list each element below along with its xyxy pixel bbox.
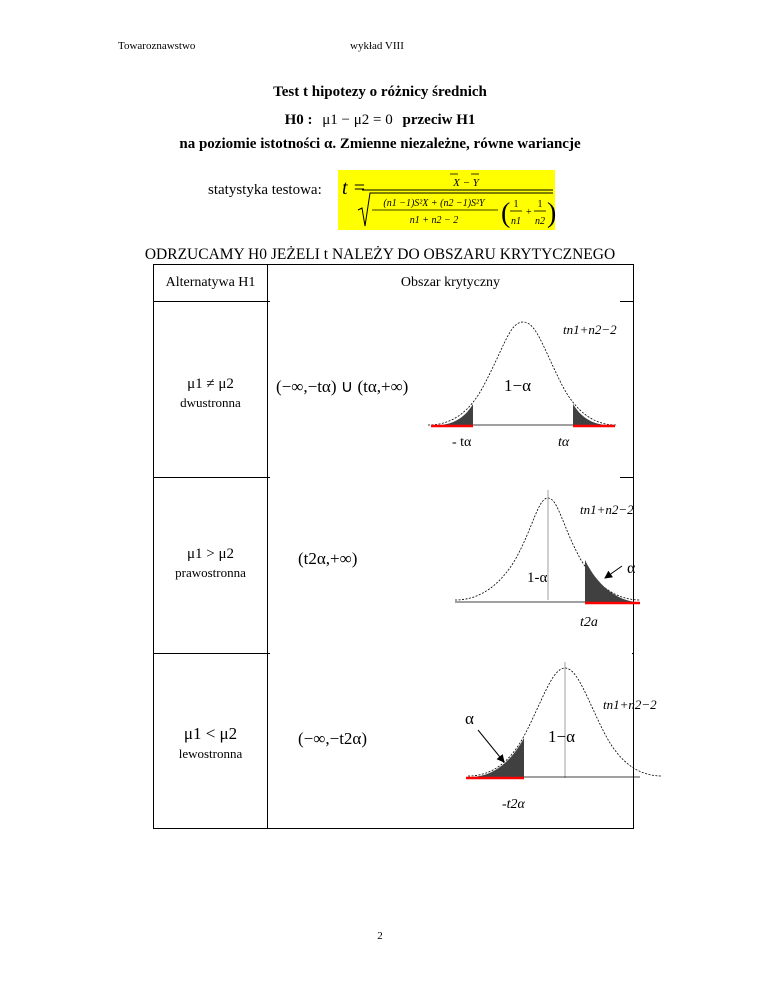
left-sided-alpha: α: [465, 709, 474, 728]
rejection-rule: ODRZUCAMY H0 JEŻELI t NALEŻY DO OBSZARU KRYTYCZNEGO: [144, 246, 616, 263]
alt-right-sided-type: prawostronna: [175, 565, 246, 580]
frac-b-bottom: n2: [535, 216, 545, 227]
paren-right: ): [547, 198, 557, 229]
paren-left: (: [501, 198, 511, 229]
formula-t: t =: [342, 177, 367, 199]
plot-left-sided: [270, 650, 662, 825]
plot-two-sided: [270, 300, 620, 470]
alt-right-sided-formula: μ1 > μ2: [186, 546, 235, 562]
header-right: wykład VIII: [350, 40, 404, 52]
right-sided-region-text: (t2α,+∞): [298, 549, 358, 568]
denom-top: (n1 −1)S²X + (n2 −1)S²Y: [383, 198, 485, 209]
left-sided-region-text: (−∞,−t2α): [298, 729, 367, 748]
header-left: Towaroznawstwo: [118, 40, 196, 52]
page-number: 2: [377, 930, 383, 942]
plus-sign: +: [526, 207, 532, 218]
header-alternative: Alternatywa H1: [154, 265, 268, 302]
left-sided-center: 1−α: [548, 727, 575, 746]
title-line3: na poziomie istotności α. Zmienne niezależne, równe wariancje: [179, 136, 581, 152]
right-sided-tick: t2a: [580, 615, 598, 630]
alt-two-sided-formula: μ1 ≠ μ2: [187, 376, 234, 392]
header-region: Obszar krytyczny: [268, 265, 634, 302]
left-sided-dist: tn1+n2−2: [603, 697, 657, 712]
two-sided-tick-r: tα: [558, 435, 570, 450]
two-sided-tick-l: - tα: [452, 435, 472, 450]
formula-numerator: X − Y: [453, 177, 479, 189]
two-sided-center: 1−α: [504, 376, 531, 395]
title-line1-text: Test t hipotezy o różnicy średnich: [273, 84, 487, 100]
right-sided-center: 1-α: [527, 570, 548, 586]
title-formula: μ1 − μ2 = 0: [322, 112, 393, 128]
denom-bottom: n1 + n2 − 2: [409, 215, 459, 226]
right-sided-alpha: α: [627, 560, 636, 577]
two-sided-region-text: (−∞,−tα) ∪ (tα,+∞): [276, 377, 409, 396]
alt-two-sided-type: dwustronna: [180, 395, 241, 410]
plot-right-sided: [270, 476, 640, 644]
statistic-label: statystyka testowa:: [208, 182, 322, 198]
left-sided-tick: -t2α: [502, 797, 525, 812]
title-against: przeciw H1: [402, 112, 476, 128]
right-sided-dist: tn1+n2−2: [580, 502, 634, 517]
alt-left-sided-type: lewostronna: [178, 746, 243, 761]
frac-b-top: 1: [537, 199, 543, 210]
frac-a-bottom: n1: [511, 216, 521, 227]
title-h0: H0 :: [284, 112, 313, 128]
two-sided-dist: tn1+n2−2: [563, 322, 617, 337]
alt-left-sided-formula: μ1 < μ2: [183, 724, 238, 743]
frac-a-top: 1: [513, 199, 519, 210]
